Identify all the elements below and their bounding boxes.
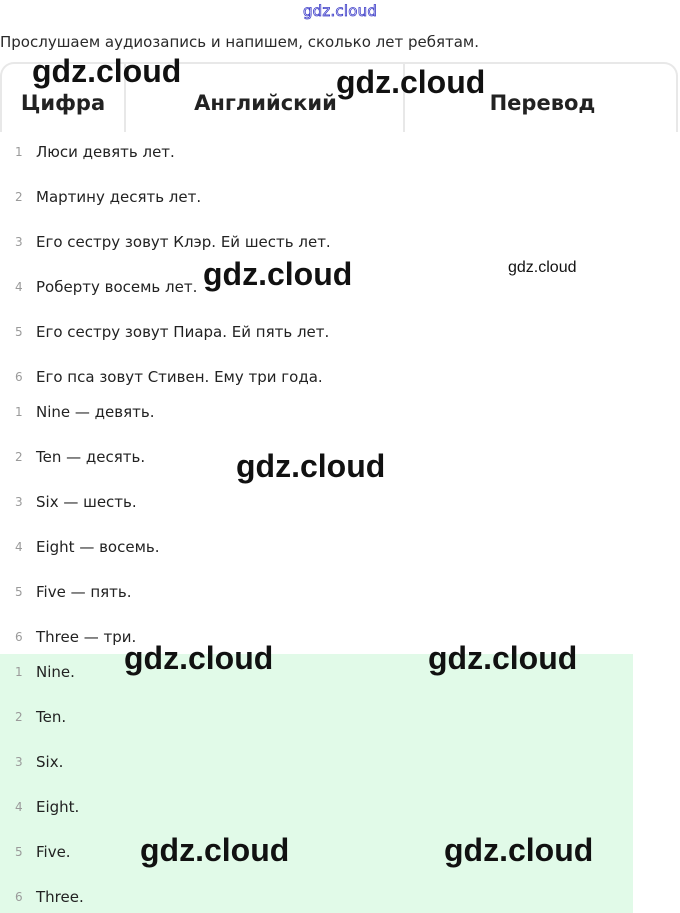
line-number: 2 — [15, 710, 23, 724]
line-number: 4 — [15, 280, 23, 294]
line-number: 5 — [15, 585, 23, 599]
line-text: Eight. — [36, 798, 80, 816]
answer-line — [0, 885, 84, 909]
answer-line — [0, 660, 75, 684]
line-number: 1 — [15, 145, 23, 159]
line-text: Six. — [36, 753, 64, 771]
line-number: 1 — [15, 665, 23, 679]
task-text: Прослушаем аудиозапись и напишем, сколько лет ребятам. — [0, 33, 480, 51]
line-text: Ten. — [36, 708, 67, 726]
text-line — [0, 320, 329, 344]
line-text: Three — три. — [36, 628, 137, 646]
line-number: 6 — [15, 890, 23, 904]
line-number: 2 — [15, 450, 23, 464]
line-text: Six — шесть. — [36, 493, 137, 511]
line-number: 3 — [15, 235, 23, 249]
line-number: 3 — [15, 755, 23, 769]
line-number: 5 — [15, 845, 23, 859]
line-text: Nine. — [36, 663, 75, 681]
watermark: gdz.cloud — [444, 832, 594, 868]
line-text: Его сестру зовут Пиара. Ей пять лет. — [36, 323, 330, 341]
watermark: gdz.cloud — [428, 640, 578, 676]
line-text: Его пса зовут Стивен. Ему три года. — [36, 368, 323, 386]
line-number: 1 — [15, 405, 23, 419]
line-text: Nine — девять. — [36, 403, 155, 421]
line-text: Люси девять лет. — [36, 143, 175, 161]
column-header-digit: Цифра — [2, 64, 126, 132]
text-line — [0, 230, 331, 254]
line-text: Three. — [36, 888, 84, 906]
line-text: Five. — [36, 843, 71, 861]
line-text: Мартину десять лет. — [36, 188, 202, 206]
answer-line — [0, 750, 63, 774]
line-number: 5 — [15, 325, 23, 339]
watermark: gdz.cloud — [203, 256, 353, 292]
text-line — [0, 535, 160, 559]
watermark: gdz.cloud — [32, 53, 182, 89]
line-text: Eight — восемь. — [36, 538, 160, 556]
line-text: Его сестру зовут Клэр. Ей шесть лет. — [36, 233, 331, 251]
column-header-english: Английский — [128, 64, 405, 132]
line-text: Роберту восемь лет. — [36, 278, 198, 296]
line-number: 4 — [15, 540, 23, 554]
watermark: gdz.cloud — [124, 640, 274, 676]
answer-line — [0, 705, 66, 729]
line-number: 6 — [15, 630, 23, 644]
text-line — [0, 365, 323, 389]
text-line — [0, 400, 154, 424]
answer-line — [0, 795, 79, 819]
line-text: Ten — десять. — [36, 448, 146, 466]
text-line — [0, 185, 201, 209]
column-header-translation: Перевод — [489, 91, 596, 115]
text-line — [0, 625, 136, 649]
answer-block — [0, 654, 633, 913]
line-number: 2 — [15, 190, 23, 204]
line-number: 3 — [15, 495, 23, 509]
line-number: 6 — [15, 370, 23, 384]
text-line — [0, 490, 137, 514]
text-line — [0, 140, 175, 164]
text-line — [0, 275, 197, 299]
line-text: Five — пять. — [36, 583, 132, 601]
watermark: gdz.cloud — [508, 259, 577, 276]
answer-line — [0, 840, 71, 864]
site-link[interactable]: gdz.cloud — [302, 2, 378, 20]
text-line — [0, 445, 145, 469]
watermark: gdz.cloud — [336, 64, 486, 100]
watermark: gdz.cloud — [140, 832, 290, 868]
line-number: 4 — [15, 800, 23, 814]
watermark: gdz.cloud — [236, 448, 386, 484]
text-line — [0, 580, 132, 604]
